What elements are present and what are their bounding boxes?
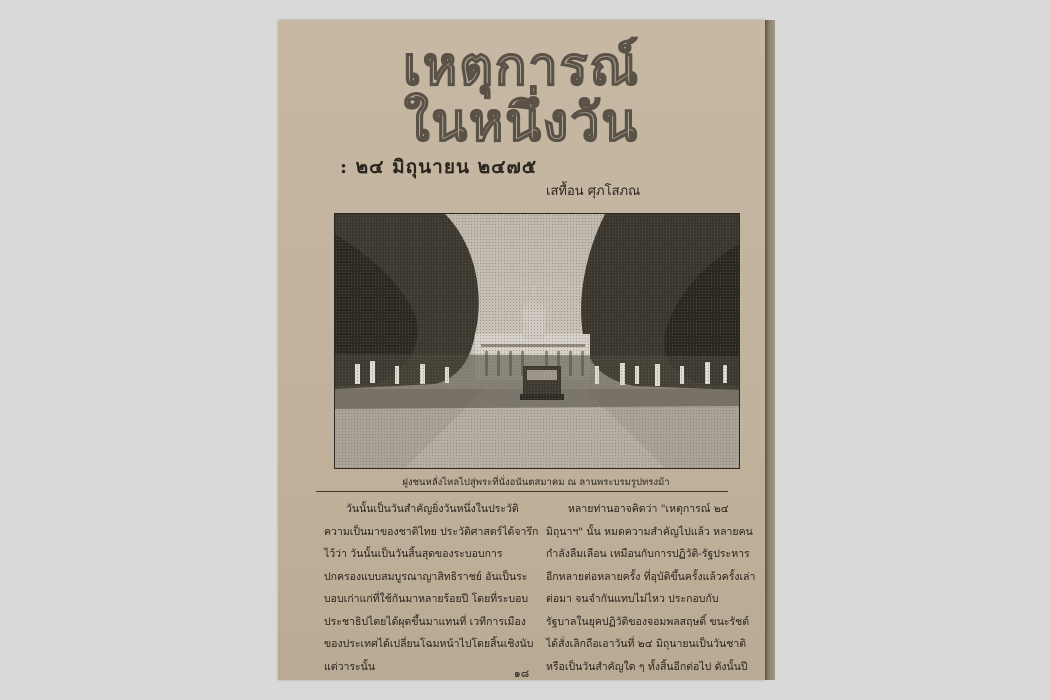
text-line: ประชาธิปไตยได้ผุดขึ้นมาแทนที่ เวทีการเมือง — [324, 615, 526, 628]
page-number: ๑๘ — [513, 667, 530, 680]
magazine-page — [278, 20, 765, 680]
text-line: แต่วาระนั้น — [324, 660, 376, 673]
photo-caption: ฝูงชนหลั่งไหลไปสู่พระที่นั่งอนันตสมาคม ณ ลานพระบรมรูปทรงม้า — [402, 477, 670, 488]
text-line: อีกหลายต่อหลายครั้ง ที่อุบัติขึ้นครั้งแล้วครั้งเล่า — [546, 570, 756, 583]
text-line: มิถุนาฯ" นั้น หมดความสำคัญไปแล้ว หลายคน — [546, 525, 753, 538]
text-line: วันนั้นเป็นวันสำคัญยิ่งวันหนึ่งในประวัติ — [346, 503, 519, 515]
text-column-left — [324, 498, 539, 678]
article-author: เสทื้อน ศุภโสภณ — [546, 184, 641, 199]
article-title-line-1: เหตุการณ์ — [403, 37, 640, 97]
text-line: หรือเป็นวันสำคัญใด ๆ ทั้งสิ้นอีกต่อไป ดังนั้นปี — [546, 660, 748, 673]
article-title-line-2: ในหนึ่งวัน — [404, 93, 639, 153]
article-dateline: : ๒๔ มิถุนายน ๒๔๗๕ — [340, 156, 538, 178]
text-line: หลายท่านอาจคิดว่า "เหตุการณ์ ๒๔ — [568, 503, 729, 515]
photo-illustration — [335, 214, 739, 468]
text-line: ไว้ว่า วันนั้นเป็นวันสิ้นสุดของระบอบการ — [324, 548, 503, 560]
text-line: ต่อมา จนจำกันแทบไม่ไหว ประกอบกับ — [546, 593, 719, 605]
text-line: ได้สั่งเลิกถือเอาวันที่ ๒๔ มิถุนายนเป็นวันชาติ — [546, 638, 747, 650]
text-line: บอบเก่าแก่ที่ใช้กันมาหลายร้อยปี โดยที่ระบอบ — [324, 593, 529, 605]
text-line: ปกครองแบบสมบูรณาญาสิทธิราชย์ อันเป็นระ — [324, 570, 528, 583]
text-line: ความเป็นมาของชาติไทย ประวัติศาสตร์ได้จารึก — [324, 525, 539, 538]
text-line: รัฐบาลในยุคปฏิวัติของจอมพลสฤษดิ์ ขนะรัชต์ — [546, 615, 750, 628]
text-line: ของประเทศได้เปลี่ยนโฉมหน้าไปโดยสิ้นเชิงนับ — [324, 638, 534, 650]
article-photo — [334, 213, 740, 469]
column-divider-rule — [316, 491, 728, 492]
text-line: กำลังลืมเลือน เหมือนกับการปฏิวัติ-รัฐประหาร — [546, 548, 750, 560]
book-binding-edge — [765, 20, 775, 680]
text-column-right — [546, 498, 761, 678]
